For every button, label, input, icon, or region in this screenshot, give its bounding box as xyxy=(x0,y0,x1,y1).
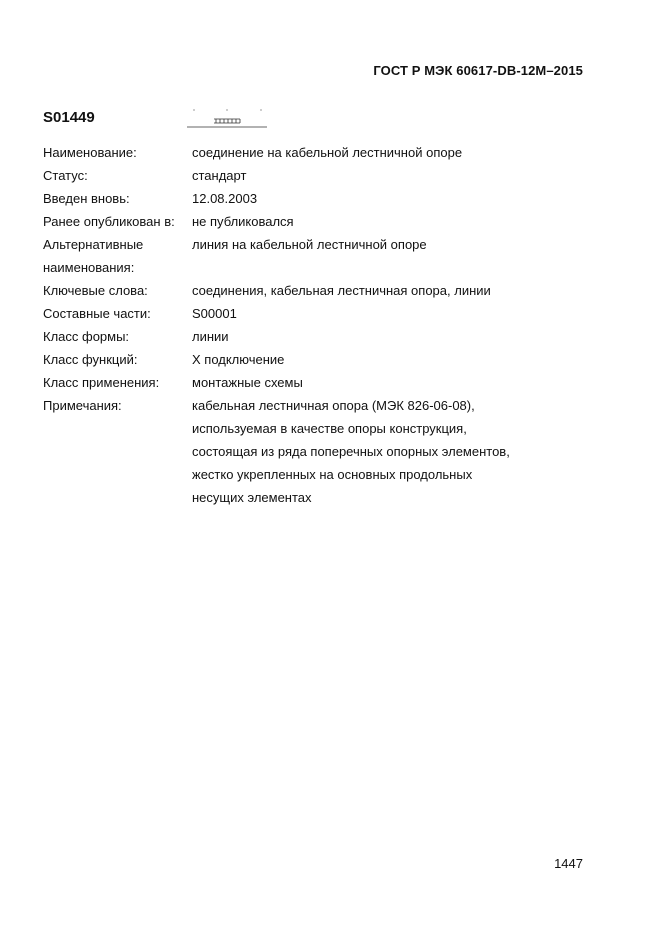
field-value: не публиковался xyxy=(192,214,294,229)
field-label xyxy=(43,233,192,279)
field-label-line: наименования: xyxy=(43,260,135,275)
field-notes xyxy=(43,394,603,509)
field-published xyxy=(43,210,603,233)
notes-line: несущих элементах xyxy=(192,490,312,505)
field-application-class xyxy=(43,371,603,394)
field-components xyxy=(43,302,603,325)
notes-line: состоящая из ряда поперечных опорных элементов, xyxy=(192,444,510,459)
field-function-class xyxy=(43,348,603,371)
field-name xyxy=(43,141,603,164)
ladder-connection-symbol xyxy=(186,108,268,130)
standard-code: ГОСТ Р МЭК 60617-DB-12M–2015 xyxy=(373,63,583,78)
field-value: линии xyxy=(192,329,229,344)
field-label: Ранее опубликован в: xyxy=(43,214,175,229)
field-label: Примечания: xyxy=(43,398,122,413)
page-number: 1447 xyxy=(554,856,583,871)
field-form-class xyxy=(43,325,603,348)
field-label-line: Альтернативные xyxy=(43,237,144,252)
field-label: Класс функций: xyxy=(43,352,138,367)
notes-line: используемая в качестве опоры конструкция, xyxy=(192,421,467,436)
field-introduced xyxy=(43,187,603,210)
field-value: соединение на кабельной лестничной опоре xyxy=(192,145,463,160)
field-label: Статус: xyxy=(43,168,88,183)
field-value: S00001 xyxy=(192,306,237,321)
field-alternative-names xyxy=(43,233,603,279)
notes-line: жестко укрепленных на основных продольных xyxy=(192,467,473,482)
field-value xyxy=(192,394,603,509)
field-value: 12.08.2003 xyxy=(192,191,258,206)
field-label: Введен вновь: xyxy=(43,191,130,206)
symbol-attributes xyxy=(43,141,603,509)
field-label: Класс применения: xyxy=(43,375,160,390)
field-keywords xyxy=(43,279,603,302)
field-value: линия на кабельной лестничной опоре xyxy=(192,237,427,252)
field-value: соединения, кабельная лестничная опора, линии xyxy=(192,283,491,298)
notes-line: кабельная лестничная опора (МЭК 826-06-08), xyxy=(192,398,475,413)
field-value: стандарт xyxy=(192,168,247,183)
field-label: Ключевые слова: xyxy=(43,283,148,298)
field-label: Составные части: xyxy=(43,306,151,321)
symbol-id: S01449 xyxy=(43,109,95,126)
field-value: Х подключение xyxy=(192,352,285,367)
field-label: Наименование: xyxy=(43,145,137,160)
field-status xyxy=(43,164,603,187)
field-value: монтажные схемы xyxy=(192,375,303,390)
field-label: Класс формы: xyxy=(43,329,130,344)
